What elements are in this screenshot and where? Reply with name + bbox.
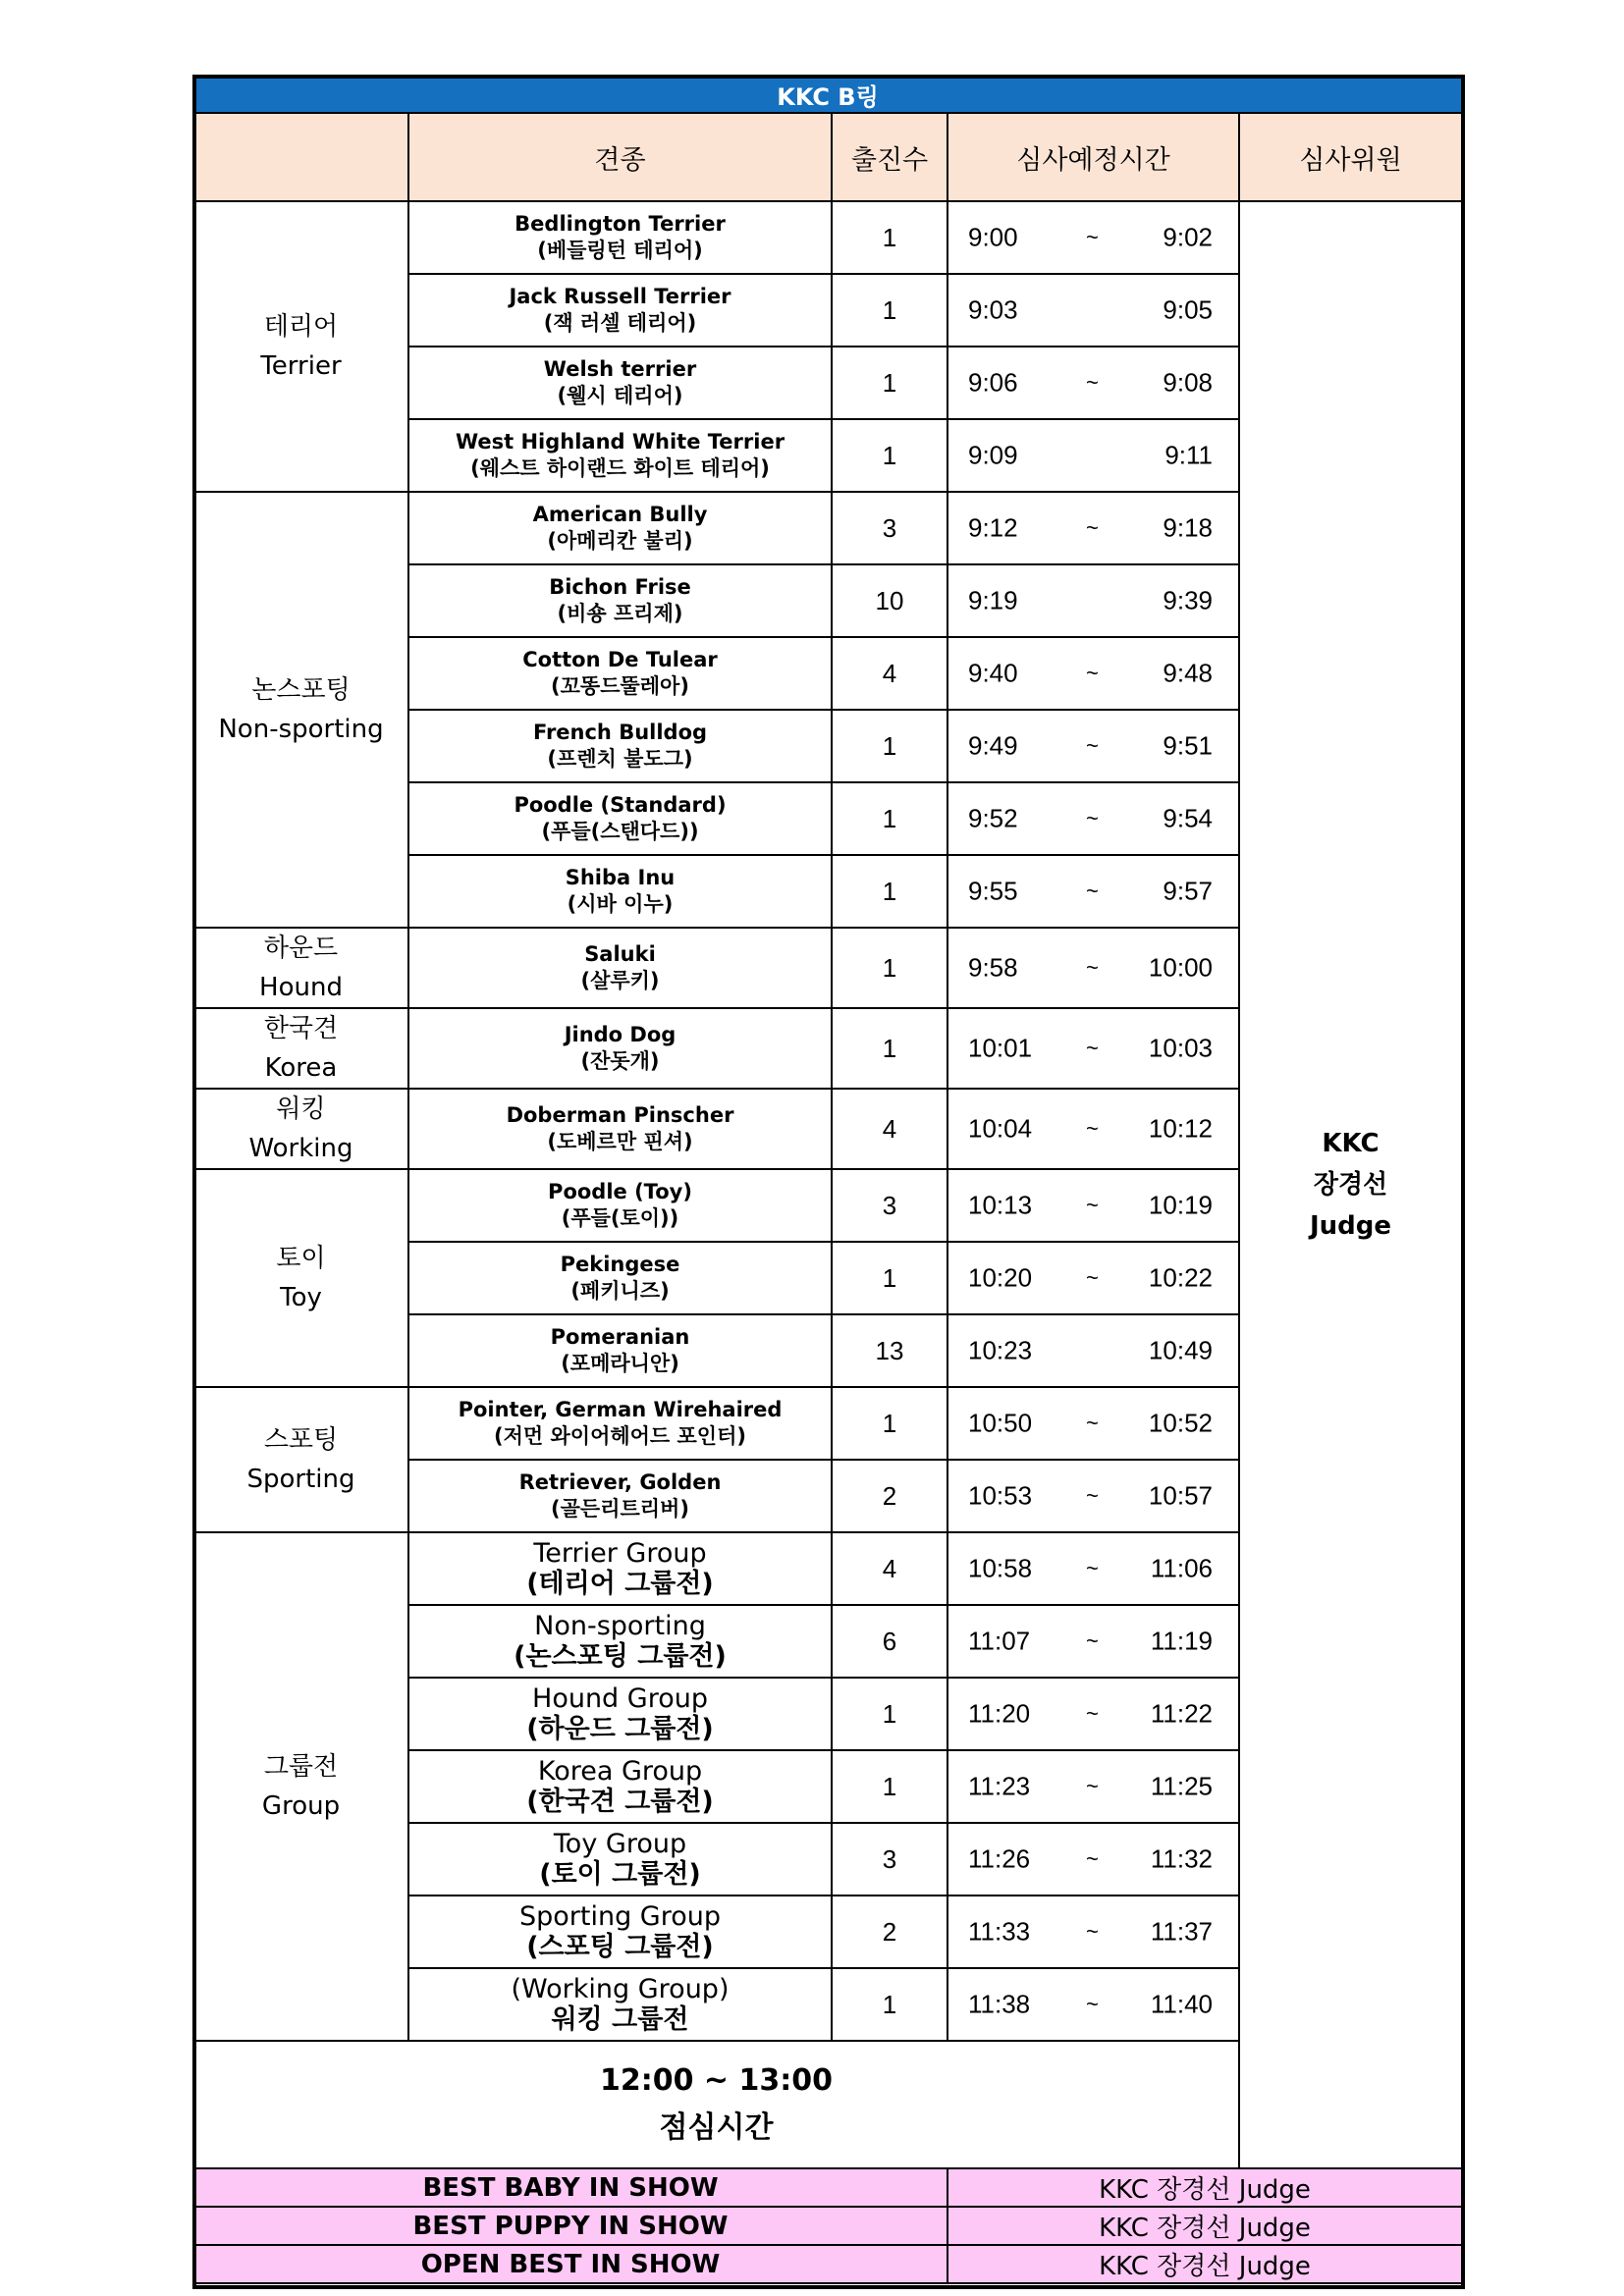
end-time: 9:48 bbox=[1163, 658, 1213, 688]
time-cell bbox=[947, 1387, 1239, 1460]
best-award-name: OPEN BEST IN SHOW bbox=[193, 2245, 947, 2283]
start-time: 9:58 bbox=[968, 952, 1018, 983]
category-name-ko: 한국견 bbox=[263, 1014, 339, 1043]
entry-count: 3 bbox=[832, 1169, 947, 1242]
time-separator: ~ bbox=[1086, 1919, 1099, 1944]
schedule-table bbox=[192, 75, 1463, 2169]
end-time: 10:00 bbox=[1148, 952, 1213, 983]
breed-cell bbox=[408, 1387, 832, 1460]
breed-name-line1: Korea Group bbox=[537, 1756, 703, 1787]
time-cell bbox=[947, 928, 1239, 1008]
header-count: 출진수 bbox=[832, 113, 947, 201]
breed-name-line1: Saluki bbox=[584, 942, 656, 966]
category-cell bbox=[193, 1532, 408, 2041]
time-cell bbox=[947, 710, 1239, 782]
breed-cell bbox=[408, 1314, 832, 1387]
lunch-cell bbox=[193, 2041, 1239, 2168]
end-time: 9:05 bbox=[1163, 294, 1213, 325]
time-cell bbox=[947, 1823, 1239, 1896]
entry-count: 1 bbox=[832, 1678, 947, 1750]
header-breed: 견종 bbox=[408, 113, 832, 201]
start-time: 10:04 bbox=[968, 1113, 1033, 1144]
breed-name-line1: Bedlington Terrier bbox=[514, 212, 726, 236]
start-time: 9:06 bbox=[968, 367, 1018, 398]
breed-name-line2: (프렌치 불도그) bbox=[547, 747, 693, 771]
best-award-judge: KKC 장경선 Judge bbox=[947, 2207, 1462, 2245]
header-judge: 심사위원 bbox=[1239, 113, 1462, 201]
time-separator: ~ bbox=[1086, 1774, 1099, 1798]
start-time: 10:23 bbox=[968, 1335, 1033, 1365]
time-separator: ~ bbox=[1086, 225, 1099, 249]
breed-name-line2: (베들링턴 테리어) bbox=[537, 239, 703, 262]
start-time: 11:20 bbox=[968, 1698, 1031, 1729]
breed-name-line1: American Bully bbox=[532, 503, 708, 526]
schedule-row bbox=[193, 201, 1462, 274]
time-cell bbox=[947, 1532, 1239, 1605]
category-name-en: Group bbox=[261, 1791, 341, 1821]
entry-count: 1 bbox=[832, 274, 947, 347]
category-name-ko: 토이 bbox=[276, 1244, 326, 1273]
entry-count: 1 bbox=[832, 1387, 947, 1460]
breed-cell bbox=[408, 1532, 832, 1605]
category-name-en: Hound bbox=[259, 973, 343, 1002]
start-time: 9:09 bbox=[968, 440, 1018, 470]
breed-name-line2: (잔돗개) bbox=[580, 1049, 660, 1073]
start-time: 9:49 bbox=[968, 730, 1018, 761]
breed-cell bbox=[408, 274, 832, 347]
time-cell bbox=[947, 564, 1239, 637]
start-time: 9:40 bbox=[968, 658, 1018, 688]
ring-title: KKC B링 bbox=[193, 76, 1462, 113]
time-separator: ~ bbox=[1086, 515, 1099, 540]
time-separator: ~ bbox=[1086, 806, 1099, 830]
entry-count: 1 bbox=[832, 1242, 947, 1314]
category-cell bbox=[193, 1008, 408, 1089]
category-name-en: Sporting bbox=[246, 1465, 355, 1494]
breed-name-line1: Pointer, German Wirehaired bbox=[458, 1398, 783, 1421]
category-name-en: Working bbox=[248, 1134, 353, 1163]
category-name-en: Non-sporting bbox=[218, 715, 384, 744]
category-name-ko: 하운드 bbox=[263, 934, 339, 963]
category-cell bbox=[193, 1169, 408, 1387]
entry-count: 1 bbox=[832, 782, 947, 855]
breed-name-line2: (하운드 그룹전) bbox=[526, 1714, 714, 1744]
breed-name-line2: 워킹 그룹전 bbox=[551, 2004, 689, 2035]
category-name-ko: 워킹 bbox=[276, 1095, 326, 1124]
start-time: 11:26 bbox=[968, 1843, 1031, 1874]
breed-name-line2: (웨스트 하이랜드 화이트 테리어) bbox=[470, 456, 770, 480]
end-time: 11:37 bbox=[1150, 1916, 1213, 1947]
category-name-ko: 스포팅 bbox=[263, 1425, 339, 1455]
breed-cell bbox=[408, 855, 832, 928]
time-cell bbox=[947, 855, 1239, 928]
breed-name-line1: Bichon Frise bbox=[549, 575, 691, 599]
time-separator: ~ bbox=[1086, 1846, 1099, 1871]
time-cell bbox=[947, 492, 1239, 564]
end-time: 10:19 bbox=[1148, 1190, 1213, 1220]
time-cell bbox=[947, 782, 1239, 855]
end-time: 11:06 bbox=[1150, 1553, 1213, 1583]
start-time: 9:52 bbox=[968, 803, 1018, 833]
breed-cell bbox=[408, 1750, 832, 1823]
time-cell bbox=[947, 419, 1239, 492]
entry-count: 6 bbox=[832, 1605, 947, 1678]
end-time: 9:18 bbox=[1163, 512, 1213, 543]
breed-name-line2: (토이 그룹전) bbox=[539, 1859, 701, 1890]
time-separator: ~ bbox=[1086, 955, 1099, 980]
judge-line: KKC bbox=[1322, 1129, 1380, 1158]
time-cell bbox=[947, 1968, 1239, 2041]
best-in-show-table bbox=[192, 2167, 1463, 2284]
end-time: 9:54 bbox=[1163, 803, 1213, 833]
end-time: 9:11 bbox=[1164, 440, 1213, 470]
entry-count: 2 bbox=[832, 1460, 947, 1532]
breed-name-line2: (살루키) bbox=[580, 969, 660, 992]
entry-count: 3 bbox=[832, 492, 947, 564]
breed-name-line1: Jack Russell Terrier bbox=[509, 285, 731, 308]
breed-name-line1: Pekingese bbox=[560, 1253, 680, 1276]
breed-name-line1: Welsh terrier bbox=[543, 357, 697, 381]
breed-name-line1: Toy Group bbox=[553, 1829, 687, 1859]
breed-name-line2: (골든리트리버) bbox=[551, 1497, 689, 1521]
header-category bbox=[193, 113, 408, 201]
time-cell bbox=[947, 1605, 1239, 1678]
end-time: 10:03 bbox=[1148, 1033, 1213, 1063]
entry-count: 1 bbox=[832, 1750, 947, 1823]
category-name-en: Korea bbox=[264, 1053, 338, 1083]
end-time: 11:19 bbox=[1150, 1626, 1213, 1656]
breed-name-line2: (꼬똥드뚤레아) bbox=[551, 674, 689, 698]
start-time: 9:03 bbox=[968, 294, 1018, 325]
category-cell bbox=[193, 1089, 408, 1169]
entry-count: 1 bbox=[832, 1968, 947, 2041]
time-cell bbox=[947, 1750, 1239, 1823]
start-time: 10:20 bbox=[968, 1262, 1033, 1293]
breed-cell bbox=[408, 782, 832, 855]
breed-cell bbox=[408, 1460, 832, 1532]
breed-name-line2: (비숑 프리제) bbox=[557, 602, 683, 625]
time-cell bbox=[947, 1314, 1239, 1387]
end-time: 9:51 bbox=[1163, 730, 1213, 761]
breed-name-line2: (푸들(토이)) bbox=[561, 1206, 679, 1230]
breed-name-line1: (Working Group) bbox=[511, 1974, 730, 2004]
best-award-name: BEST BABY IN SHOW bbox=[193, 2168, 947, 2207]
breed-cell bbox=[408, 1008, 832, 1089]
breed-cell bbox=[408, 347, 832, 419]
end-time: 11:25 bbox=[1150, 1771, 1213, 1801]
breed-name-line2: (잭 러셀 테리어) bbox=[543, 311, 697, 335]
breed-name-line1: Poodle (Toy) bbox=[548, 1180, 692, 1203]
end-time: 11:32 bbox=[1150, 1843, 1213, 1874]
breed-cell bbox=[408, 1605, 832, 1678]
entry-count: 1 bbox=[832, 201, 947, 274]
start-time: 10:01 bbox=[968, 1033, 1033, 1063]
start-time: 10:50 bbox=[968, 1408, 1033, 1438]
category-cell bbox=[193, 492, 408, 928]
breed-cell bbox=[408, 492, 832, 564]
start-time: 11:38 bbox=[968, 1989, 1031, 2019]
breed-name-line2: (논스포팅 그룹전) bbox=[514, 1641, 727, 1672]
breed-cell bbox=[408, 564, 832, 637]
category-name-ko: 테리어 bbox=[263, 312, 339, 342]
breed-name-line2: (스포팅 그룹전) bbox=[526, 1932, 714, 1962]
breed-cell bbox=[408, 1169, 832, 1242]
entry-count: 13 bbox=[832, 1314, 947, 1387]
time-separator: ~ bbox=[1086, 733, 1099, 758]
start-time: 9:12 bbox=[968, 512, 1018, 543]
breed-name-line1: Retriever, Golden bbox=[518, 1470, 722, 1494]
entry-count: 4 bbox=[832, 1089, 947, 1169]
start-time: 10:58 bbox=[968, 1553, 1033, 1583]
category-name-ko: 논스포팅 bbox=[251, 675, 351, 705]
entry-count: 10 bbox=[832, 564, 947, 637]
breed-cell bbox=[408, 1242, 832, 1314]
entry-count: 4 bbox=[832, 1532, 947, 1605]
breed-name-line2: (저먼 와이어헤어드 포인터) bbox=[494, 1424, 746, 1448]
time-cell bbox=[947, 201, 1239, 274]
time-cell bbox=[947, 637, 1239, 710]
entry-count: 2 bbox=[832, 1896, 947, 1968]
category-cell bbox=[193, 201, 408, 492]
breed-cell bbox=[408, 419, 832, 492]
breed-name-line1: Jindo Dog bbox=[564, 1023, 677, 1046]
time-cell bbox=[947, 1460, 1239, 1532]
end-time: 10:49 bbox=[1148, 1335, 1213, 1365]
entry-count: 1 bbox=[832, 928, 947, 1008]
end-time: 9:02 bbox=[1163, 222, 1213, 252]
time-cell bbox=[947, 347, 1239, 419]
entry-count: 1 bbox=[832, 1008, 947, 1089]
time-separator: ~ bbox=[1086, 1701, 1099, 1726]
time-separator: ~ bbox=[1086, 1116, 1099, 1141]
category-cell bbox=[193, 1387, 408, 1532]
best-award-name: BEST PUPPY IN SHOW bbox=[193, 2207, 947, 2245]
judge-cell bbox=[1239, 201, 1462, 2168]
header-row bbox=[193, 113, 1462, 201]
schedule-sheet bbox=[192, 75, 1461, 2284]
breed-name-line1: Non-sporting bbox=[534, 1611, 706, 1641]
time-cell bbox=[947, 1169, 1239, 1242]
time-separator: ~ bbox=[1086, 1556, 1099, 1580]
lunch-label: 점심시간 bbox=[659, 2110, 774, 2145]
breed-name-line1: Doberman Pinscher bbox=[506, 1103, 734, 1127]
time-separator: ~ bbox=[1086, 1629, 1099, 1653]
entry-count: 3 bbox=[832, 1823, 947, 1896]
breed-name-line1: West Highland White Terrier bbox=[455, 430, 785, 454]
breed-cell bbox=[408, 1896, 832, 1968]
entry-count: 4 bbox=[832, 637, 947, 710]
lunch-time: 12:00 ~ 13:00 bbox=[599, 2063, 833, 2098]
time-separator: ~ bbox=[1086, 370, 1099, 395]
best-row bbox=[193, 2168, 1462, 2207]
end-time: 9:39 bbox=[1163, 585, 1213, 615]
time-cell bbox=[947, 1008, 1239, 1089]
category-name-ko: 그룹전 bbox=[263, 1752, 339, 1782]
time-cell bbox=[947, 1896, 1239, 1968]
breed-name-line2: (도베르만 핀셔) bbox=[547, 1130, 693, 1153]
breed-cell bbox=[408, 201, 832, 274]
time-cell bbox=[947, 274, 1239, 347]
breed-cell bbox=[408, 928, 832, 1008]
entry-count: 1 bbox=[832, 855, 947, 928]
breed-name-line1: Pomeranian bbox=[550, 1325, 690, 1349]
time-cell bbox=[947, 1089, 1239, 1169]
time-cell bbox=[947, 1678, 1239, 1750]
judge-line: 장경선 bbox=[1313, 1170, 1388, 1200]
time-separator: ~ bbox=[1086, 1411, 1099, 1435]
breed-name-line1: Terrier Group bbox=[533, 1538, 707, 1569]
end-time: 11:22 bbox=[1150, 1698, 1213, 1729]
end-time: 10:12 bbox=[1148, 1113, 1213, 1144]
breed-name-line1: Cotton De Tulear bbox=[522, 648, 718, 671]
breed-cell bbox=[408, 1089, 832, 1169]
header-time: 심사예정시간 bbox=[947, 113, 1239, 201]
entry-count: 1 bbox=[832, 710, 947, 782]
time-separator: ~ bbox=[1086, 1992, 1099, 2016]
breed-cell bbox=[408, 1678, 832, 1750]
end-time: 11:40 bbox=[1150, 1989, 1213, 2019]
start-time: 11:07 bbox=[968, 1626, 1031, 1656]
title-row bbox=[193, 76, 1462, 113]
breed-name-line2: (포메라니안) bbox=[561, 1352, 679, 1375]
start-time: 11:23 bbox=[968, 1771, 1031, 1801]
best-row bbox=[193, 2245, 1462, 2283]
start-time: 9:55 bbox=[968, 876, 1018, 906]
time-separator: ~ bbox=[1086, 1036, 1099, 1060]
time-separator: ~ bbox=[1086, 879, 1099, 903]
entry-count: 1 bbox=[832, 419, 947, 492]
breed-cell bbox=[408, 710, 832, 782]
breed-name-line1: Sporting Group bbox=[518, 1901, 722, 1932]
end-time: 10:52 bbox=[1148, 1408, 1213, 1438]
category-cell bbox=[193, 928, 408, 1008]
breed-name-line1: French Bulldog bbox=[532, 721, 708, 744]
time-separator: ~ bbox=[1086, 1193, 1099, 1217]
breed-name-line2: (웰시 테리어) bbox=[557, 384, 683, 407]
time-separator: ~ bbox=[1086, 1265, 1099, 1290]
end-time: 9:57 bbox=[1163, 876, 1213, 906]
judge-line: Judge bbox=[1309, 1211, 1392, 1241]
time-separator: ~ bbox=[1086, 661, 1099, 685]
breed-name-line2: (한국견 그룹전) bbox=[526, 1787, 714, 1817]
start-time: 9:19 bbox=[968, 585, 1018, 615]
category-name-en: Terrier bbox=[260, 351, 342, 381]
breed-name-line2: (테리어 그룹전) bbox=[526, 1569, 714, 1599]
best-award-judge: KKC 장경선 Judge bbox=[947, 2245, 1462, 2283]
breed-cell bbox=[408, 637, 832, 710]
start-time: 10:13 bbox=[968, 1190, 1033, 1220]
end-time: 10:22 bbox=[1148, 1262, 1213, 1293]
end-time: 10:57 bbox=[1148, 1480, 1213, 1511]
best-row bbox=[193, 2207, 1462, 2245]
time-cell bbox=[947, 1242, 1239, 1314]
category-name-en: Toy bbox=[280, 1283, 322, 1312]
breed-cell bbox=[408, 1823, 832, 1896]
entry-count: 1 bbox=[832, 347, 947, 419]
start-time: 9:00 bbox=[968, 222, 1018, 252]
breed-name-line1: Poodle (Standard) bbox=[514, 793, 727, 817]
breed-name-line2: (시바 이누) bbox=[567, 892, 674, 916]
breed-name-line2: (푸들(스탠다드)) bbox=[541, 820, 699, 843]
time-separator: ~ bbox=[1086, 1483, 1099, 1508]
breed-name-line2: (아메리칸 불리) bbox=[547, 529, 693, 553]
start-time: 10:53 bbox=[968, 1480, 1033, 1511]
best-award-judge: KKC 장경선 Judge bbox=[947, 2168, 1462, 2207]
end-time: 9:08 bbox=[1163, 367, 1213, 398]
start-time: 11:33 bbox=[968, 1916, 1031, 1947]
breed-cell bbox=[408, 1968, 832, 2041]
breed-name-line1: Hound Group bbox=[532, 1683, 708, 1714]
breed-name-line1: Shiba Inu bbox=[565, 866, 676, 889]
breed-name-line2: (페키니즈) bbox=[570, 1279, 670, 1303]
